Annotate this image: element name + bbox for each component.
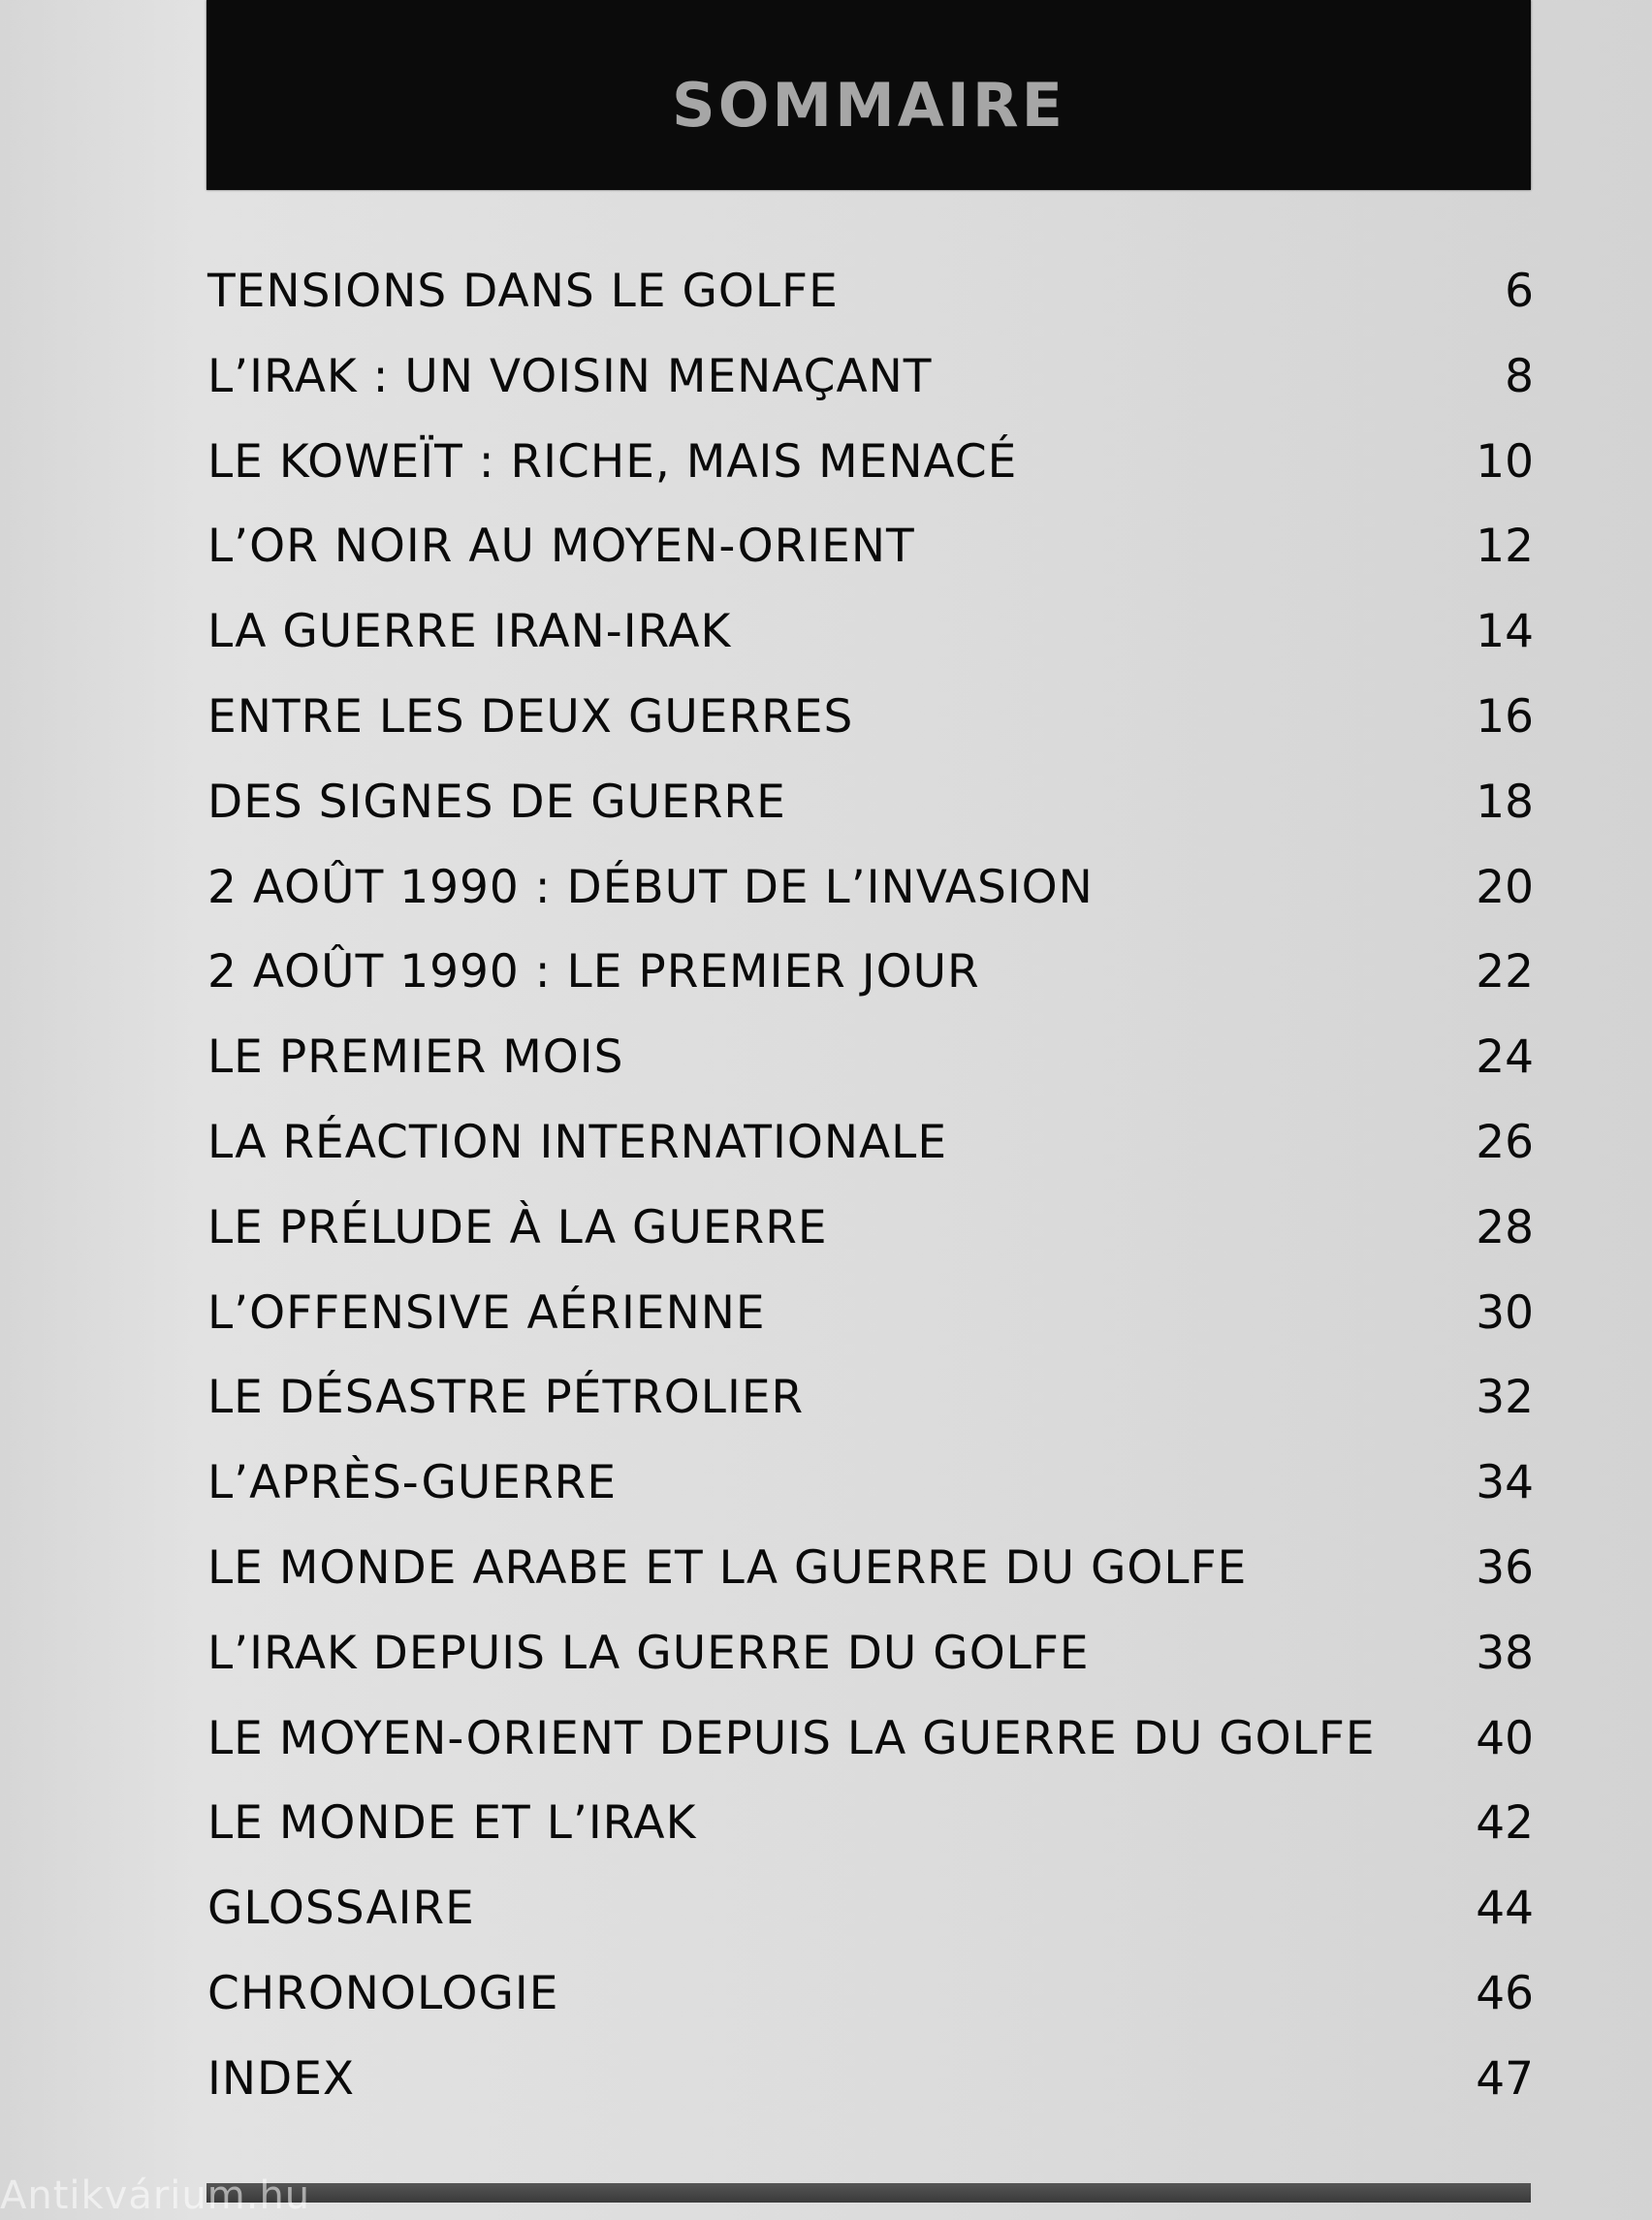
toc-entry-page: 10 [1476,434,1534,489]
toc-entry-title: LE PRÉLUDE À LA GUERRE [207,1200,828,1254]
toc-entry [207,430,1534,516]
toc-entry-title: DES SIGNES DE GUERRE [207,775,786,829]
toc-entry [207,856,1534,941]
toc-entry [207,1707,1534,1792]
toc-entry [207,1451,1534,1537]
toc-entry-page: 24 [1476,1031,1534,1085]
toc-entry-title: LE KOWEÏT : RICHE, MAIS MENACÉ [207,434,1018,489]
toc-entry-page: 46 [1476,1966,1534,2020]
toc-entry-page: 6 [1505,265,1534,318]
table-of-contents [207,260,1534,2133]
toc-entry-title: L’IRAK DEPUIS LA GUERRE DU GOLFE [207,1626,1090,1680]
watermark: Antikvárium.hu [0,2173,311,2218]
toc-entry [207,260,1534,345]
toc-entry [207,1026,1534,1111]
toc-entry [207,1877,1534,1962]
toc-entry-page: 44 [1476,1882,1534,1936]
toc-entry [207,345,1534,430]
header-band [206,0,1531,190]
toc-entry [207,1196,1534,1282]
toc-entry-title: GLOSSAIRE [207,1882,475,1936]
toc-entry-title: L’OFFENSIVE AÉRIENNE [207,1285,766,1340]
toc-entry-title: L’OR NOIR AU MOYEN-ORIENT [207,520,915,574]
toc-entry-title: 2 AOÛT 1990 : LE PREMIER JOUR [207,945,980,999]
toc-entry-page: 34 [1476,1456,1534,1510]
toc-entry-page: 36 [1476,1540,1534,1595]
toc-entry-title: LE MONDE ET L’IRAK [207,1796,697,1851]
toc-entry-title: L’IRAK : UN VOISIN MENAÇANT [207,349,933,403]
toc-entry-page: 28 [1476,1200,1534,1254]
toc-entry-page: 22 [1476,945,1534,999]
toc-entry [207,771,1534,856]
toc-entry-page: 16 [1476,689,1534,744]
toc-entry-page: 42 [1476,1796,1534,1851]
toc-entry-page: 47 [1476,2051,1534,2106]
toc-entry [207,1962,1534,2047]
toc-entry-page: 32 [1476,1371,1534,1425]
toc-entry [207,940,1534,1026]
toc-entry [207,1537,1534,1622]
toc-entry-page: 12 [1476,520,1534,574]
toc-entry-title: INDEX [207,2051,356,2106]
toc-entry-title: 2 AOÛT 1990 : DÉBUT DE L’INVASION [207,860,1094,914]
toc-entry [207,1366,1534,1451]
toc-entry-title: LA RÉACTION INTERNATIONALE [207,1115,948,1169]
toc-entry-page: 20 [1476,860,1534,914]
toc-entry-page: 26 [1476,1115,1534,1169]
toc-entry-title: TENSIONS DANS LE GOLFE [207,265,839,318]
toc-entry-title: LE DÉSASTRE PÉTROLIER [207,1371,805,1425]
toc-entry [207,2047,1534,2133]
toc-entry-page: 14 [1476,605,1534,659]
toc-entry [207,685,1534,771]
toc-entry-page: 8 [1505,349,1534,403]
toc-entry-page: 30 [1476,1285,1534,1340]
toc-entry [207,600,1534,685]
toc-entry [207,1282,1534,1367]
toc-entry-title: L’APRÈS-GUERRE [207,1456,618,1510]
toc-entry-page: 40 [1476,1711,1534,1765]
toc-entry-title: LE MOYEN-ORIENT DEPUIS LA GUERRE DU GOLFE [207,1711,1376,1765]
next-page-edge [206,2183,1531,2203]
toc-entry-title: CHRONOLOGIE [207,1966,559,2020]
page-title: SOMMAIRE [672,70,1065,141]
toc-entry-page: 18 [1476,775,1534,829]
toc-entry-title: ENTRE LES DEUX GUERRES [207,689,854,744]
toc-entry-page: 38 [1476,1626,1534,1680]
toc-entry-title: LE PREMIER MOIS [207,1031,624,1085]
toc-entry-title: LA GUERRE IRAN-IRAK [207,605,732,659]
toc-entry [207,515,1534,600]
toc-entry [207,1111,1534,1196]
toc-entry-title: LE MONDE ARABE ET LA GUERRE DU GOLFE [207,1540,1248,1595]
toc-entry [207,1622,1534,1707]
toc-entry [207,1792,1534,1877]
